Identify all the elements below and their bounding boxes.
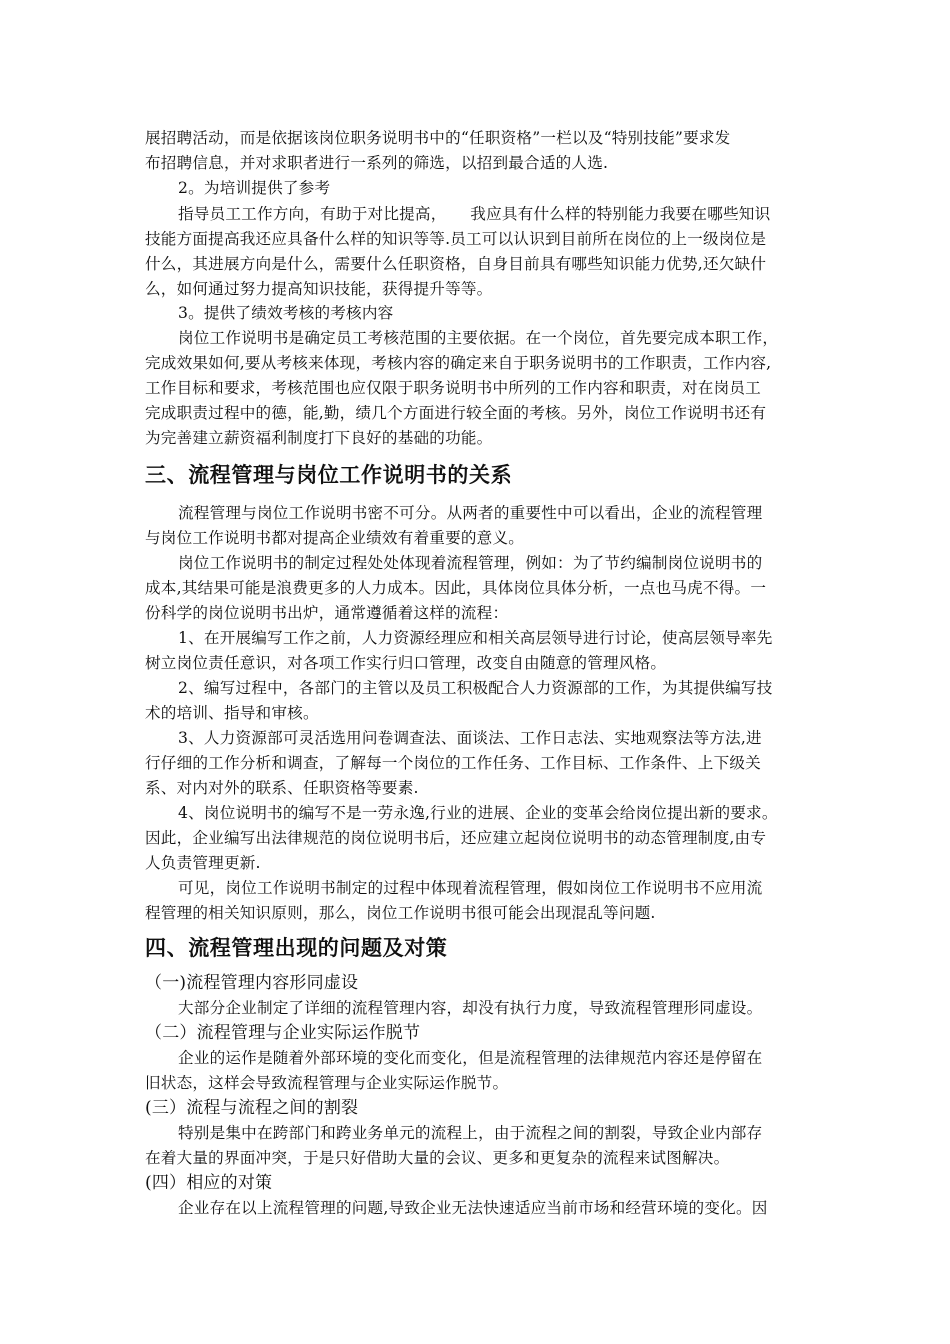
body-text-line: 旧状态，这样会导致流程管理与企业实际运作脱节。	[145, 1074, 509, 1092]
numbered-subheading: 2。为培训提供了参考	[178, 179, 331, 197]
body-text-line: 岗位工作说明书的制定过程处处体现着流程管理，例如：为了节约编制岗位说明书的	[178, 554, 763, 572]
body-text-line: 大部分企业制定了详细的流程管理内容，却没有执行力度，导致流程管理形同虚设。	[178, 999, 763, 1017]
body-text-line: 因此，企业编写出法律规范的岗位说明书后，还应建立起岗位说明书的动态管理制度,由专	[145, 829, 767, 847]
body-text-line: 工作目标和要求，考核范围也应仅限于职务说明书中所列的工作内容和职责，对在岗员工	[145, 379, 761, 397]
subsection-heading: (四）相应的对策	[145, 1173, 273, 1193]
subsection-heading: （二）流程管理与企业实际运作脱节	[145, 1023, 421, 1043]
body-text-line: 成本,其结果可能是浪费更多的人力成本。因此，具体岗位具体分析，一点也马虎不得。一	[145, 579, 767, 597]
section-heading-4: 四、流程管理出现的问题及对策	[145, 936, 448, 960]
list-item-text: 4、岗位说明书的编写不是一劳永逸,行业的进展、企业的变革会给岗位提出新的要求。	[178, 804, 778, 822]
body-text-line: 份科学的岗位说明书出炉，通常遵循着这样的流程：	[145, 604, 509, 622]
body-text-line: 与岗位工作说明书都对提高企业绩效有着重要的意义。	[145, 529, 525, 547]
body-text-line: 完成效果如何,要从考核来体现，考核内容的确定来自于职务说明书的工作职责，工作内容,	[145, 354, 772, 372]
subsection-heading: (三）流程与流程之间的割裂	[145, 1098, 359, 1118]
body-text-line: 程管理的相关知识原则，那么，岗位工作说明书很可能会出现混乱等问题.	[145, 904, 656, 922]
body-text-line: 为完善建立薪资福利制度打下良好的基础的功能。	[145, 429, 493, 447]
body-text-line: 术的培训、指导和审核。	[145, 704, 319, 722]
body-text-line: 展招聘活动，而是依据该岗位职务说明书中的“任职资格”一栏以及“特别技能”要求发	[145, 129, 731, 147]
body-text-line: 流程管理与岗位工作说明书密不可分。从两者的重要性中可以看出，企业的流程管理	[178, 504, 763, 522]
body-text-line: 系、对内对外的联系、任职资格等要素.	[145, 779, 419, 797]
body-text-line: 指导员工工作方向，有助于对比提高， 我应具有什么样的特别能力我要在哪些知识	[178, 205, 771, 223]
section-heading-3: 三、流程管理与岗位工作说明书的关系	[145, 463, 513, 487]
body-text-line: 可见，岗位工作说明书制定的过程中体现着流程管理，假如岗位工作说明书不应用流	[178, 879, 763, 897]
list-item-text: 1、在开展编写工作之前，人力资源经理应和相关高层领导进行讨论，使高层领导率先	[178, 629, 773, 647]
numbered-subheading: 3。提供了绩效考核的考核内容	[178, 304, 394, 322]
body-text-line: 特别是集中在跨部门和跨业务单元的流程上，由于流程之间的割裂，导致企业内部存	[178, 1124, 763, 1142]
body-text-line: 树立岗位责任意识，对各项工作实行归口管理，改变自由随意的管理风格。	[145, 654, 667, 672]
body-text-line: 什么，其进展方向是什么，需要什么任职资格，自身目前具有哪些知识能力优势,还欠缺什	[145, 255, 767, 273]
body-text-line: 在着大量的界面冲突，于是只好借助大量的会议、更多和更复杂的流程来试图解决。	[145, 1149, 730, 1167]
body-text-line: 岗位工作说明书是确定员工考核范围的主要依据。在一个岗位，首先要完成本职工作，	[178, 329, 779, 347]
body-text-line: 人负责管理更新.	[145, 854, 261, 872]
body-text-line: 企业的运作是随着外部环境的变化而变化，但是流程管理的法律规范内容还是停留在	[178, 1049, 763, 1067]
body-text-line: 行仔细的工作分析和调查，了解每一个岗位的工作任务、工作目标、工作条件、上下级关	[145, 754, 761, 772]
body-text-line: 么，如何通过努力提高知识技能，获得提升等等。	[145, 280, 493, 298]
subsection-heading: （一)流程管理内容形同虚设	[145, 973, 359, 993]
list-item-text: 3、人力资源部可灵活选用问卷调查法、面谈法、工作日志法、实地观察法等方法,进	[178, 729, 762, 747]
body-text-line: 布招聘信息，并对求职者进行一系列的筛选，以招到最合适的人选.	[145, 154, 609, 172]
list-item-text: 2、编写过程中，各部门的主管以及员工积极配合人力资源部的工作，为其提供编写技	[178, 679, 773, 697]
body-text-line: 企业存在以上流程管理的问题,导致企业无法快速适应当前市场和经营环境的变化。因	[178, 1199, 768, 1217]
body-text-line: 技能方面提高我还应具备什么样的知识等等.员工可以认识到目前所在岗位的上一级岗位是	[145, 230, 767, 248]
body-text-line: 完成职责过程中的德，能,勤，绩几个方面进行较全面的考核。另外，岗位工作说明书还有	[145, 404, 767, 422]
